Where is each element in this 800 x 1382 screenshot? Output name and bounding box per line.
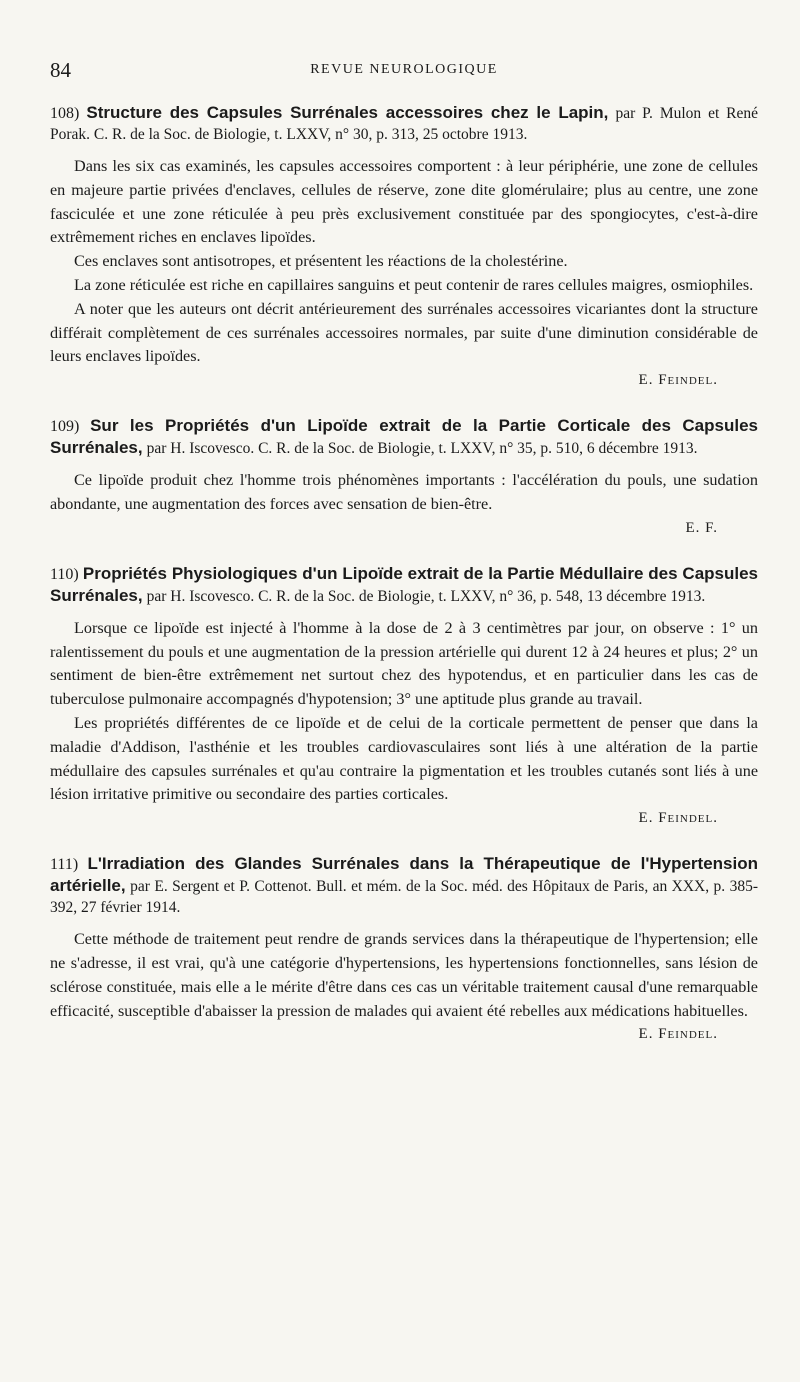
running-header: [50, 58, 758, 88]
paragraph: Ces enclaves sont antisotropes, et présentent les réactions de la cholestérine.: [74, 252, 568, 271]
article-number: 111): [50, 856, 79, 874]
article-reference: par H. Iscovesco. C. R. de la Soc. de Biologie, t. LXXV, n° 35, p. 510, 6 décembre 1913.: [146, 440, 698, 458]
article-108: [50, 102, 758, 391]
article-heading: [50, 853, 758, 918]
article-reference: par P. Mulon et René Porak. C. R. de la Soc. de Biologie, t. LXXV, n° 30, p. 313, 25 octobre 1913.: [50, 105, 759, 143]
article-title: Propriétés Physiologiques d'un Lipoïde extrait de la Partie Médullaire des Capsules Surrénales,: [50, 563, 759, 605]
author-signature: E. Feindel.: [638, 810, 718, 827]
author-signature: E. F.: [685, 519, 718, 536]
paragraph: Les propriétés différentes de ce lipoïde et de celui de la corticale permettent de penser que dans la maladie d'Addison, l'asthénie et les troubles cardiovasculaires sont liés à une altération de la partie médullaire des capsules surrénales et qu'au contraire la pigmentation et les troubles cutanés sont liés à une lésion irritative primitive ou secondaire des parties corticales.: [50, 713, 758, 804]
paragraph: La zone réticulée est riche en capillaires sanguins et peut contenir de rares cellules maigres, osmiophiles.: [74, 275, 754, 294]
article-number: 108): [50, 105, 80, 122]
article-number: 110): [50, 565, 79, 583]
article-heading: [50, 102, 758, 145]
paragraph: A noter que les auteurs ont décrit antérieurement des surrénales accessoires vicariantes dont la structure différait complètement de ces surrénales accessoires normales, par suite d'une diminution considérable de leurs enclaves lipoïdes.: [50, 299, 758, 366]
author-signature: E. Feindel.: [638, 372, 718, 389]
paragraph: Lorsque ce lipoïde est injecté à l'homme à la dose de 2 à 3 centimètres par jour, on observe : 1° un ralentissement du pouls et une augmentation de la pression artérielle qui durent 12 à 24 heures et plus; 2° un sentiment de bien-être extrêmement net surtout chez des hypotendus, et en particulier dans les cas de tuberculose pulmonaire accompagnés d'hypotension; 3° une aptitude plus grande au travail.: [50, 618, 758, 709]
article-heading: [50, 415, 758, 459]
paragraph: Cette méthode de traitement peut rendre de grands services dans la thérapeutique de l'hypertension; elle ne s'adresse, il est vrai, qu'à une catégorie d'hypertensions, les hypertensions fonctionnelles, sans lésion de sclérose constituée, mais elle a le mérite d'être dans ces cas un véritable traitement causal d'une remarquable efficacité, susceptible d'abaisser la pression de malades qui avaient été rebelles aux médications habituelles.: [50, 930, 758, 1020]
journal-title: REVUE NEUROLOGIQUE: [310, 62, 498, 77]
article-number: 109): [50, 418, 80, 436]
article-heading: [50, 563, 758, 607]
page-number: 84: [50, 58, 71, 82]
article-title: L'Irradiation des Glandes Surrénales dans la Thérapeutique de l'Hypertension artérielle,: [50, 854, 758, 896]
article-109: [50, 415, 758, 539]
paragraph: Ce lipoïde produit chez l'homme trois phénomènes importants : l'accélération du pouls, une sudation abondante, une augmentation des forces avec sensation de bien-être.: [50, 471, 758, 513]
paragraph: Dans les six cas examinés, les capsules accessoires comportent : à leur périphérie, une zone de cellules en majeure partie privées d'enclaves, cellules de réserve, zone dite glomérulaire; plus au centre, une zone fasciculée et une zone réticulée à peu près exclusivement constituée par des spongiocytes, c'est-à-dire extrêmement riches en enclaves lipoïdes.: [50, 157, 758, 247]
article-111: [50, 853, 758, 1045]
article-reference: par H. Iscovesco. C. R. de la Soc. de Biologie, t. LXXV, n° 36, p. 548, 13 décembre 1913.: [146, 587, 706, 605]
author-signature: E. Feindel.: [638, 1026, 718, 1043]
article-reference: par E. Sergent et P. Cottenot. Bull. et mém. de la Soc. méd. des Hôpitaux de Paris, an XXX, p. 385-392, 27 février 1914.: [50, 878, 758, 917]
article-title: Sur les Propriétés d'un Lipoïde extrait de la Partie Corticale des Capsules Surrénales,: [50, 416, 758, 458]
article-title: Structure des Capsules Surrénales accessoires chez le Lapin,: [86, 103, 609, 122]
article-110: [50, 563, 758, 829]
